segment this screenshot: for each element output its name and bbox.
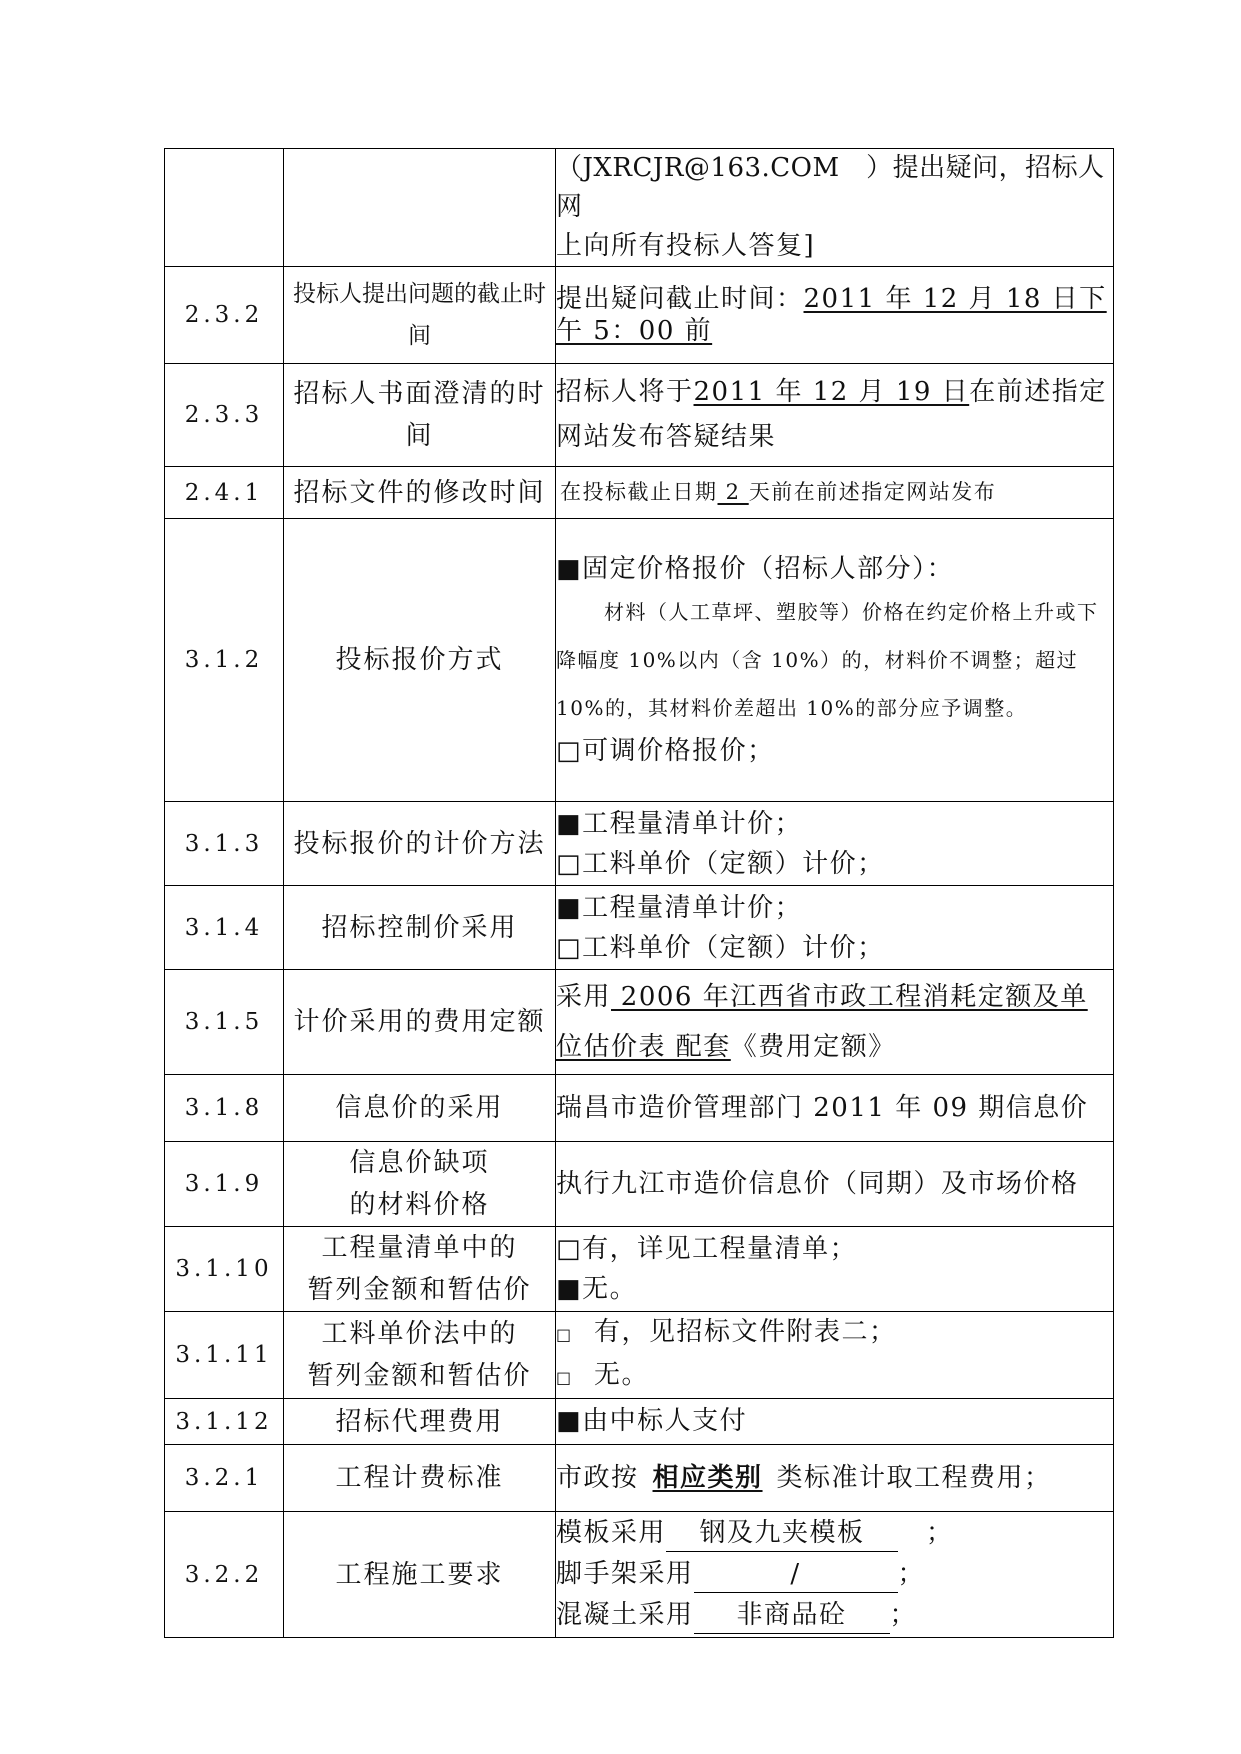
quota-standard: 2006 年江西省市政工程消耗定额及单位估价表 配套 xyxy=(556,982,1088,1062)
clause-content xyxy=(556,1312,1114,1399)
clause-content xyxy=(556,1512,1114,1638)
table-row xyxy=(165,1142,1114,1227)
table-row xyxy=(165,267,1114,364)
checkbox-empty-icon: □ xyxy=(556,1325,573,1344)
scaffold-line xyxy=(556,1554,1113,1595)
option-line: ■工程量清单计价； xyxy=(556,808,803,839)
item-end: ； xyxy=(897,1559,926,1589)
table-row xyxy=(165,1075,1114,1142)
option-line: □工料单价（定额）计价； xyxy=(556,848,885,879)
item-label: 脚手架采用 xyxy=(556,1559,694,1589)
table-row xyxy=(165,886,1114,970)
clause-number: 2.3.3 xyxy=(165,364,284,467)
content-line: 上向所有投标人答复] xyxy=(556,231,816,261)
clause-number: 3.1.2 xyxy=(165,519,284,802)
clause-number: 3.1.9 xyxy=(165,1142,284,1227)
option-line xyxy=(556,1312,1113,1355)
fee-category: 相应类别 xyxy=(652,1462,763,1493)
clause-content xyxy=(556,467,1114,519)
option-line: ■工程量清单计价； xyxy=(556,892,803,923)
formwork-line xyxy=(556,1513,1113,1554)
option-line: □工料单价（定额）计价； xyxy=(556,932,885,963)
table-row xyxy=(165,364,1114,467)
clause-number: 3.1.4 xyxy=(165,886,284,970)
concrete-line xyxy=(556,1595,1113,1636)
clause-name-line: 信息价缺项 xyxy=(349,1148,490,1178)
clause-name: 招标控制价采用 xyxy=(284,886,556,970)
clause-name-line: 工程量清单中的 xyxy=(321,1233,518,1263)
table-row xyxy=(165,802,1114,886)
clause-name-line: 暂列金额和暂估价 xyxy=(307,1275,532,1305)
clause-content xyxy=(556,149,1114,267)
clause-content xyxy=(556,364,1114,467)
clause-number: 3.2.2 xyxy=(165,1512,284,1638)
clause-name-line: 暂列金额和暂估价 xyxy=(307,1361,532,1391)
content-text: 采用 xyxy=(556,982,612,1012)
clause-name: 招标文件的修改时间 xyxy=(284,467,556,519)
clause-name-line: 工料单价法中的 xyxy=(321,1319,518,1349)
paragraph-text: 材料（人工草坪、塑胶等）价格在约定价格上升或下降幅度 10%以内（含 10%）的，材料价不调整；超过 10%的，其材料价差超出 10%的部分应予调整。 xyxy=(556,600,1099,720)
clause-number: 3.1.3 xyxy=(165,802,284,886)
clause-name: 招标代理费用 xyxy=(284,1399,556,1445)
formwork-value: 钢及九夹模板 xyxy=(666,1515,898,1552)
clause-content: 瑞昌市造价管理部门 2011 年 09 期信息价 xyxy=(556,1075,1114,1142)
clause-name xyxy=(284,1312,556,1399)
clause-content: ■由中标人支付 xyxy=(556,1399,1114,1445)
clause-content xyxy=(556,1227,1114,1312)
clause-name: 计价采用的费用定额 xyxy=(284,970,556,1075)
option-line: □有，详见工程量清单； xyxy=(556,1234,858,1264)
table-row xyxy=(165,1399,1114,1445)
content-text: 提出疑问截止时间： xyxy=(556,284,804,314)
clause-name xyxy=(284,1142,556,1227)
clause-name: 投标报价的计价方法 xyxy=(284,802,556,886)
option-line: ■无。 xyxy=(556,1274,638,1304)
content-text: 在前述指定网站发布答疑结果 xyxy=(556,377,1107,452)
clause-number: 3.1.10 xyxy=(165,1227,284,1312)
table-row xyxy=(165,1445,1114,1512)
days-value: 2 xyxy=(717,480,749,504)
clause-name: 投标报价方式 xyxy=(284,519,556,802)
item-label: 模板采用 xyxy=(556,1518,667,1548)
clause-name: 工程施工要求 xyxy=(284,1512,556,1638)
bid-terms-table xyxy=(164,148,1114,1638)
clarification-date: 2011 年 12 月 19 日 xyxy=(693,377,970,407)
table-row xyxy=(165,519,1114,802)
clause-content xyxy=(556,267,1114,364)
clause-name: 招标人书面澄清的时间 xyxy=(284,364,556,467)
content-text: 在投标截止日期 xyxy=(560,480,718,504)
clause-content xyxy=(556,970,1114,1075)
table-row xyxy=(165,1512,1114,1638)
concrete-value: 非商品砼 xyxy=(694,1597,890,1634)
clause-content xyxy=(556,519,1114,802)
table-row xyxy=(165,970,1114,1075)
content-text: 《费用定额》 xyxy=(730,1032,896,1062)
clause-name xyxy=(284,1227,556,1312)
clause-number: 3.1.12 xyxy=(165,1399,284,1445)
option-label: 有，见招标文件附表二； xyxy=(594,1317,897,1347)
content-text: 类标准计取工程费用； xyxy=(776,1462,1052,1493)
clause-content xyxy=(556,1445,1114,1512)
clause-number xyxy=(165,149,284,267)
clause-name: 投标人提出问题的截止时间 xyxy=(284,267,556,364)
clause-number: 3.1.8 xyxy=(165,1075,284,1142)
table-row xyxy=(165,467,1114,519)
clause-content: 执行九江市造价信息价（同期）及市场价格 xyxy=(556,1142,1114,1227)
clause-number: 3.1.5 xyxy=(165,970,284,1075)
clause-name: 工程计费标准 xyxy=(284,1445,556,1512)
content-paragraph xyxy=(556,588,1113,732)
table-row xyxy=(165,149,1114,267)
item-label: 混凝土采用 xyxy=(556,1600,694,1630)
scaffold-value: / xyxy=(694,1556,898,1593)
content-text: 招标人将于 xyxy=(556,377,694,407)
table-row xyxy=(165,1312,1114,1399)
option-label: 无。 xyxy=(594,1360,650,1390)
clause-content xyxy=(556,886,1114,970)
clause-number: 3.2.1 xyxy=(165,1445,284,1512)
clause-number: 2.3.2 xyxy=(165,267,284,364)
clause-number: 2.4.1 xyxy=(165,467,284,519)
clause-name xyxy=(284,149,556,267)
checkbox-empty-icon: □ xyxy=(556,1368,573,1387)
clause-name: 信息价的采用 xyxy=(284,1075,556,1142)
option-adjustable-price: □可调价格报价； xyxy=(556,736,775,766)
item-end: ； xyxy=(926,1518,954,1548)
deadline-value: 2011 年 12 月 18 日下午 5：00 前 xyxy=(556,284,1107,346)
option-fixed-price: ■固定价格报价（招标人部分）： xyxy=(556,554,955,584)
clause-number: 3.1.11 xyxy=(165,1312,284,1399)
option-line xyxy=(556,1355,1113,1398)
content-text: 天前在前述指定网站发布 xyxy=(748,480,997,504)
clause-name-line: 的材料价格 xyxy=(349,1190,490,1220)
clause-content xyxy=(556,802,1114,886)
content-line: （JXRCJR@163.COM ）提出疑问，招标人网 xyxy=(556,153,1105,222)
content-text: 市政按 xyxy=(556,1462,639,1493)
table-row xyxy=(165,1227,1114,1312)
item-end: ； xyxy=(889,1600,918,1630)
